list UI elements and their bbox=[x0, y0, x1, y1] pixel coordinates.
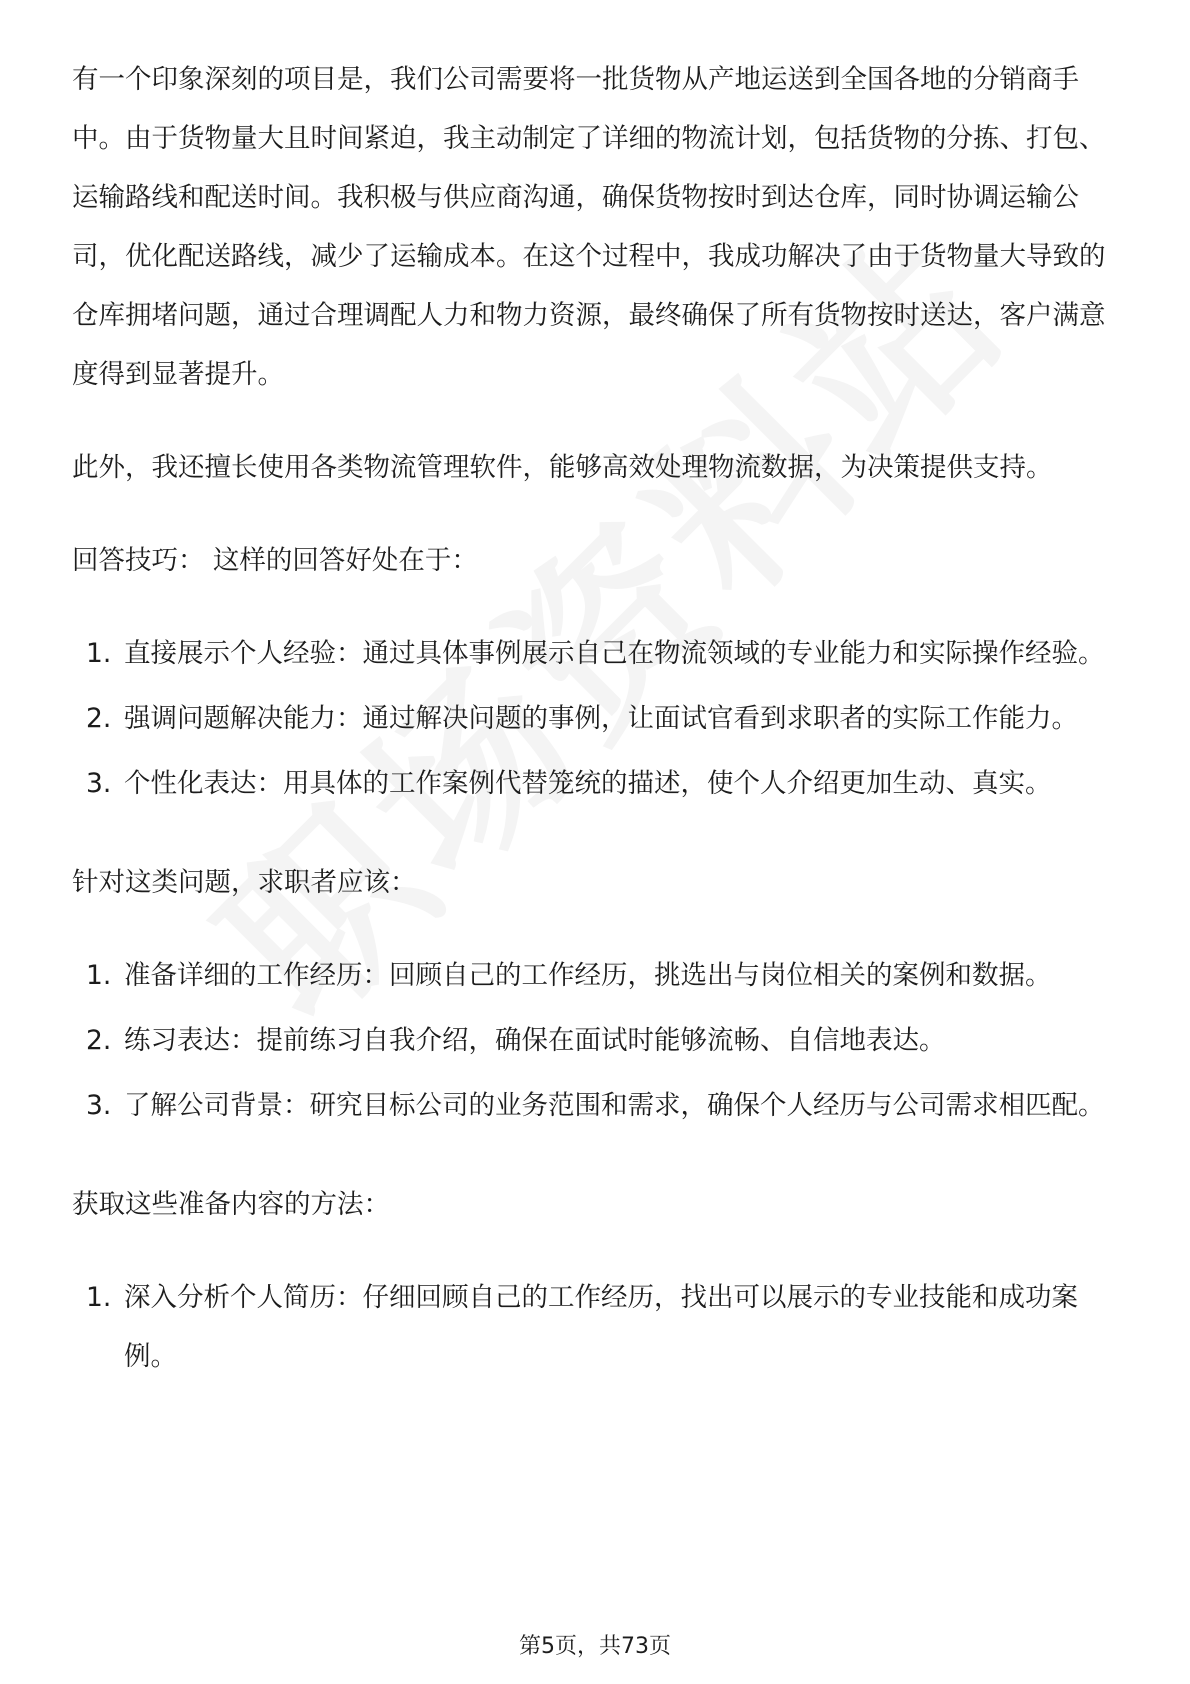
page-number-label: 第5页，共73页 bbox=[519, 1634, 671, 1659]
paragraph-intro: 有一个印象深刻的项目是，我们公司需要将一批货物从产地运送到全国各地的分销商手中。由于货物量大且时间紧迫，我主动制定了详细的物流计划，包括货物的分拣、打包、运输路线和配送时间。我积极与供应商沟通，确保货物按时到达仓库，同时协调运输公司，优化配送路线，减少了运输成本。在这个过程中，我成功解决了由于货物量大导致的仓库拥堵问题，通过合理调配人力和物力资源，最终确保了所有货物按时送达，客户满意度得到显著提升。 bbox=[72, 64, 1106, 390]
list-number: 1. bbox=[86, 960, 112, 991]
list-item-text: 强调问题解决能力：通过解决问题的事例，让面试官看到求职者的实际工作能力。 bbox=[124, 703, 1078, 734]
list-item-text: 了解公司背景：研究目标公司的业务范围和需求，确保个人经历与公司需求相匹配。 bbox=[124, 1090, 1105, 1121]
list-item-text: 准备详细的工作经历：回顾自己的工作经历，挑选出与岗位相关的案例和数据。 bbox=[124, 960, 1052, 991]
list-item bbox=[72, 946, 1122, 1005]
list-number: 3. bbox=[86, 1090, 112, 1121]
heading-tips: 回答技巧： 这样的回答好处在于： bbox=[72, 545, 478, 576]
list-item bbox=[72, 1011, 1122, 1070]
should-list bbox=[72, 946, 1122, 1135]
tips-list bbox=[72, 624, 1122, 813]
list-number: 2. bbox=[86, 703, 112, 734]
document-body bbox=[72, 50, 1122, 1392]
page-footer bbox=[0, 1632, 1190, 1662]
list-item-text: 深入分析个人简历：仔细回顾自己的工作经历，找出可以展示的专业技能和成功案例。 bbox=[124, 1282, 1078, 1372]
list-number: 1. bbox=[86, 638, 112, 669]
heading-methods: 获取这些准备内容的方法： bbox=[72, 1189, 390, 1220]
list-item bbox=[72, 1268, 1122, 1386]
list-number: 1. bbox=[86, 1282, 112, 1313]
list-item-text: 直接展示个人经验：通过具体事例展示自己在物流领域的专业能力和实际操作经验。 bbox=[124, 638, 1105, 669]
list-item-text: 练习表达：提前练习自我介绍，确保在面试时能够流畅、自信地表达。 bbox=[124, 1025, 946, 1056]
heading-should: 针对这类问题，求职者应该： bbox=[72, 867, 417, 898]
list-item bbox=[72, 1076, 1122, 1135]
list-item-text: 个性化表达：用具体的工作案例代替笼统的描述，使个人介绍更加生动、真实。 bbox=[124, 768, 1052, 799]
list-item bbox=[72, 689, 1122, 748]
list-number: 2. bbox=[86, 1025, 112, 1056]
list-number: 3. bbox=[86, 768, 112, 799]
methods-list bbox=[72, 1268, 1122, 1386]
paragraph-software: 此外，我还擅长使用各类物流管理软件，能够高效处理物流数据，为决策提供支持。 bbox=[72, 452, 1053, 483]
list-item bbox=[72, 624, 1122, 683]
list-item bbox=[72, 754, 1122, 813]
